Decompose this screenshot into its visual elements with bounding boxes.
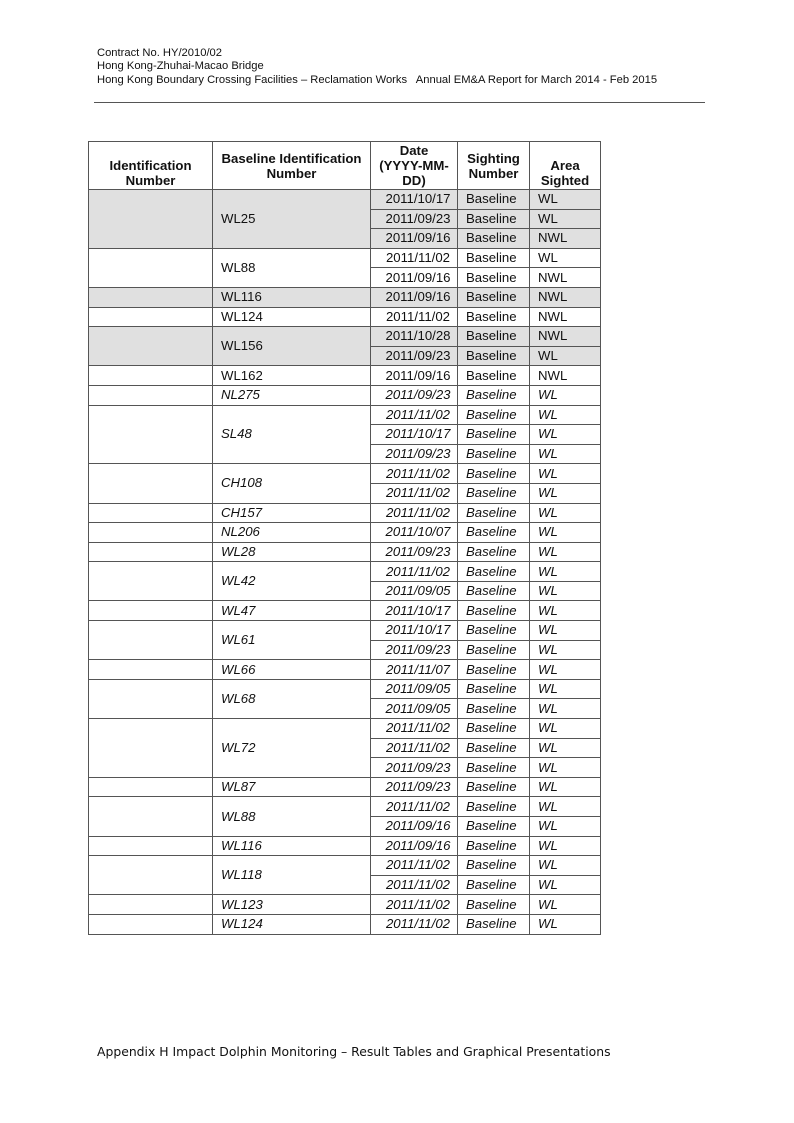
baseline-id-cell: WL28	[213, 542, 371, 562]
sighting-number-cell: Baseline	[458, 836, 530, 856]
area-sighted-cell: WL	[530, 660, 601, 680]
identification-number-cell	[89, 190, 213, 249]
sighting-number-cell: Baseline	[458, 581, 530, 601]
col-header-area-sighted: Area Sighted	[530, 142, 601, 190]
table-row	[89, 562, 601, 582]
date-cell: 2011/11/02	[371, 738, 458, 758]
table-row	[89, 660, 601, 680]
table-row	[89, 190, 601, 210]
date-cell: 2011/09/23	[371, 209, 458, 229]
header-contract-line: Contract No. HY/2010/02	[97, 47, 222, 59]
area-sighted-cell: NWL	[530, 307, 601, 327]
area-sighted-cell: WL	[530, 581, 601, 601]
identification-number-cell	[89, 660, 213, 680]
identification-number-cell	[89, 385, 213, 405]
sighting-number-cell: Baseline	[458, 601, 530, 621]
area-sighted-cell: WL	[530, 875, 601, 895]
date-cell: 2011/11/02	[371, 483, 458, 503]
header-divider	[94, 102, 705, 103]
table-row	[89, 914, 601, 934]
area-sighted-cell: WL	[530, 464, 601, 484]
baseline-id-cell: WL25	[213, 190, 371, 249]
sighting-number-cell: Baseline	[458, 248, 530, 268]
baseline-id-cell: WL123	[213, 895, 371, 915]
identification-number-cell	[89, 856, 213, 895]
baseline-id-cell: WL88	[213, 797, 371, 836]
date-cell: 2011/11/02	[371, 914, 458, 934]
identification-number-cell	[89, 366, 213, 386]
area-sighted-cell: NWL	[530, 268, 601, 288]
baseline-id-cell: WL68	[213, 679, 371, 718]
baseline-id-cell: SL48	[213, 405, 371, 464]
date-cell: 2011/10/17	[371, 190, 458, 210]
baseline-id-cell: WL61	[213, 621, 371, 660]
date-cell: 2011/11/02	[371, 856, 458, 876]
table-row	[89, 856, 601, 876]
sighting-number-cell: Baseline	[458, 503, 530, 523]
sighting-number-cell: Baseline	[458, 346, 530, 366]
baseline-id-cell: WL116	[213, 836, 371, 856]
baseline-id-cell: CH108	[213, 464, 371, 503]
sighting-number-cell: Baseline	[458, 856, 530, 876]
sighting-number-cell: Baseline	[458, 464, 530, 484]
area-sighted-cell: WL	[530, 190, 601, 210]
date-cell: 2011/09/23	[371, 640, 458, 660]
table-row	[89, 287, 601, 307]
date-cell: 2011/09/05	[371, 679, 458, 699]
baseline-id-cell: WL124	[213, 914, 371, 934]
identification-number-cell	[89, 797, 213, 836]
baseline-id-cell: WL87	[213, 777, 371, 797]
identification-number-cell	[89, 327, 213, 366]
identification-number-cell	[89, 542, 213, 562]
area-sighted-cell: WL	[530, 601, 601, 621]
area-sighted-cell: WL	[530, 719, 601, 739]
identification-number-cell	[89, 503, 213, 523]
area-sighted-cell: WL	[530, 425, 601, 445]
sighting-number-cell: Baseline	[458, 817, 530, 837]
baseline-id-cell: WL42	[213, 562, 371, 601]
sighting-number-cell: Baseline	[458, 895, 530, 915]
sighting-number-cell: Baseline	[458, 719, 530, 739]
sighting-number-cell: Baseline	[458, 699, 530, 719]
date-cell: 2011/09/16	[371, 817, 458, 837]
sighting-number-cell: Baseline	[458, 562, 530, 582]
area-sighted-cell: WL	[530, 895, 601, 915]
table-row	[89, 895, 601, 915]
area-sighted-cell: WL	[530, 248, 601, 268]
identification-number-cell	[89, 287, 213, 307]
table-row	[89, 503, 601, 523]
date-cell: 2011/09/16	[371, 229, 458, 249]
table-row	[89, 385, 601, 405]
identification-number-cell	[89, 405, 213, 464]
page-header	[97, 47, 707, 87]
sighting-number-cell: Baseline	[458, 268, 530, 288]
date-cell: 2011/11/02	[371, 464, 458, 484]
sighting-number-cell: Baseline	[458, 679, 530, 699]
area-sighted-cell: NWL	[530, 229, 601, 249]
date-cell: 2011/11/02	[371, 307, 458, 327]
table-row	[89, 523, 601, 543]
table-row	[89, 307, 601, 327]
area-sighted-cell: WL	[530, 836, 601, 856]
sighting-number-cell: Baseline	[458, 405, 530, 425]
baseline-id-cell: WL118	[213, 856, 371, 895]
date-cell: 2011/09/23	[371, 385, 458, 405]
header-project-line: Hong Kong-Zhuhai-Macao Bridge	[97, 60, 264, 73]
area-sighted-cell: NWL	[530, 366, 601, 386]
date-cell: 2011/09/16	[371, 366, 458, 386]
identification-number-cell	[89, 777, 213, 797]
area-sighted-cell: WL	[530, 856, 601, 876]
date-cell: 2011/09/23	[371, 444, 458, 464]
sighting-number-cell: Baseline	[458, 287, 530, 307]
identification-number-cell	[89, 836, 213, 856]
identification-number-cell	[89, 621, 213, 660]
date-cell: 2011/09/16	[371, 836, 458, 856]
identification-number-cell	[89, 914, 213, 934]
table-row	[89, 679, 601, 699]
date-cell: 2011/11/07	[371, 660, 458, 680]
table-header-row	[89, 142, 601, 190]
date-cell: 2011/09/23	[371, 542, 458, 562]
sighting-number-cell: Baseline	[458, 875, 530, 895]
col-header-date: Date (YYYY-MM-DD)	[371, 142, 458, 190]
table-row	[89, 797, 601, 817]
sighting-number-cell: Baseline	[458, 738, 530, 758]
sighting-number-cell: Baseline	[458, 758, 530, 778]
date-cell: 2011/09/23	[371, 346, 458, 366]
header-report-line: Hong Kong Boundary Crossing Facilities – Reclamation Works Annual EM&A Report for March 2014 - Feb 2015	[97, 73, 658, 86]
baseline-id-cell: WL88	[213, 248, 371, 287]
sighting-number-cell: Baseline	[458, 209, 530, 229]
table-row	[89, 836, 601, 856]
table-row	[89, 464, 601, 484]
date-cell: 2011/11/02	[371, 562, 458, 582]
area-sighted-cell: WL	[530, 209, 601, 229]
date-cell: 2011/11/02	[371, 248, 458, 268]
sighting-number-cell: Baseline	[458, 327, 530, 347]
sighting-number-cell: Baseline	[458, 914, 530, 934]
area-sighted-cell: WL	[530, 914, 601, 934]
area-sighted-cell: WL	[530, 679, 601, 699]
sighting-number-cell: Baseline	[458, 229, 530, 249]
area-sighted-cell: WL	[530, 346, 601, 366]
date-cell: 2011/10/17	[371, 425, 458, 445]
area-sighted-cell: WL	[530, 777, 601, 797]
date-cell: 2011/10/07	[371, 523, 458, 543]
area-sighted-cell: WL	[530, 817, 601, 837]
area-sighted-cell: WL	[530, 523, 601, 543]
sighting-number-cell: Baseline	[458, 307, 530, 327]
sighting-number-cell: Baseline	[458, 660, 530, 680]
baseline-id-cell: NL206	[213, 523, 371, 543]
identification-number-cell	[89, 719, 213, 778]
area-sighted-cell: NWL	[530, 287, 601, 307]
area-sighted-cell: WL	[530, 758, 601, 778]
date-cell: 2011/11/02	[371, 797, 458, 817]
baseline-id-cell: WL66	[213, 660, 371, 680]
sighting-number-cell: Baseline	[458, 797, 530, 817]
date-cell: 2011/09/16	[371, 268, 458, 288]
page-footer: Appendix H Impact Dolphin Monitoring – Result Tables and Graphical Presentations	[97, 1044, 611, 1059]
area-sighted-cell: NWL	[530, 327, 601, 347]
sighting-number-cell: Baseline	[458, 621, 530, 641]
baseline-id-cell: WL47	[213, 601, 371, 621]
area-sighted-cell: WL	[530, 503, 601, 523]
date-cell: 2011/11/02	[371, 405, 458, 425]
table-row	[89, 366, 601, 386]
area-sighted-cell: WL	[530, 738, 601, 758]
sighting-number-cell: Baseline	[458, 483, 530, 503]
table-row	[89, 719, 601, 739]
table-row	[89, 542, 601, 562]
table-row	[89, 601, 601, 621]
col-header-identification-number: Identification Number	[89, 142, 213, 190]
table-row	[89, 248, 601, 268]
date-cell: 2011/09/23	[371, 758, 458, 778]
date-cell: 2011/10/17	[371, 601, 458, 621]
date-cell: 2011/11/02	[371, 895, 458, 915]
area-sighted-cell: WL	[530, 699, 601, 719]
identification-number-cell	[89, 523, 213, 543]
date-cell: 2011/09/05	[371, 699, 458, 719]
date-cell: 2011/09/16	[371, 287, 458, 307]
identification-number-cell	[89, 895, 213, 915]
sighting-number-cell: Baseline	[458, 366, 530, 386]
table-row	[89, 327, 601, 347]
area-sighted-cell: WL	[530, 621, 601, 641]
area-sighted-cell: WL	[530, 444, 601, 464]
sighting-number-cell: Baseline	[458, 777, 530, 797]
area-sighted-cell: WL	[530, 542, 601, 562]
sighting-number-cell: Baseline	[458, 542, 530, 562]
identification-number-cell	[89, 562, 213, 601]
area-sighted-cell: WL	[530, 405, 601, 425]
date-cell: 2011/10/28	[371, 327, 458, 347]
col-header-sighting-number: Sighting Number	[458, 142, 530, 190]
baseline-id-cell: WL124	[213, 307, 371, 327]
baseline-id-cell: WL116	[213, 287, 371, 307]
area-sighted-cell: WL	[530, 562, 601, 582]
baseline-id-cell: WL72	[213, 719, 371, 778]
identification-number-cell	[89, 679, 213, 718]
baseline-id-cell: CH157	[213, 503, 371, 523]
sighting-number-cell: Baseline	[458, 523, 530, 543]
col-header-baseline-identification-number: Baseline Identification Number	[213, 142, 371, 190]
table-row	[89, 777, 601, 797]
date-cell: 2011/11/02	[371, 875, 458, 895]
area-sighted-cell: WL	[530, 385, 601, 405]
identification-number-cell	[89, 464, 213, 503]
date-cell: 2011/09/05	[371, 581, 458, 601]
sighting-number-cell: Baseline	[458, 444, 530, 464]
date-cell: 2011/09/23	[371, 777, 458, 797]
table-body	[89, 190, 601, 935]
date-cell: 2011/10/17	[371, 621, 458, 641]
identification-number-cell	[89, 601, 213, 621]
identification-number-cell	[89, 248, 213, 287]
table-row	[89, 405, 601, 425]
identification-number-cell	[89, 307, 213, 327]
area-sighted-cell: WL	[530, 640, 601, 660]
sighting-number-cell: Baseline	[458, 190, 530, 210]
table-row	[89, 621, 601, 641]
sighting-table	[88, 141, 601, 935]
sighting-number-cell: Baseline	[458, 385, 530, 405]
baseline-id-cell: NL275	[213, 385, 371, 405]
baseline-id-cell: WL156	[213, 327, 371, 366]
area-sighted-cell: WL	[530, 797, 601, 817]
area-sighted-cell: WL	[530, 483, 601, 503]
date-cell: 2011/11/02	[371, 719, 458, 739]
baseline-id-cell: WL162	[213, 366, 371, 386]
date-cell: 2011/11/02	[371, 503, 458, 523]
sighting-number-cell: Baseline	[458, 640, 530, 660]
sighting-number-cell: Baseline	[458, 425, 530, 445]
